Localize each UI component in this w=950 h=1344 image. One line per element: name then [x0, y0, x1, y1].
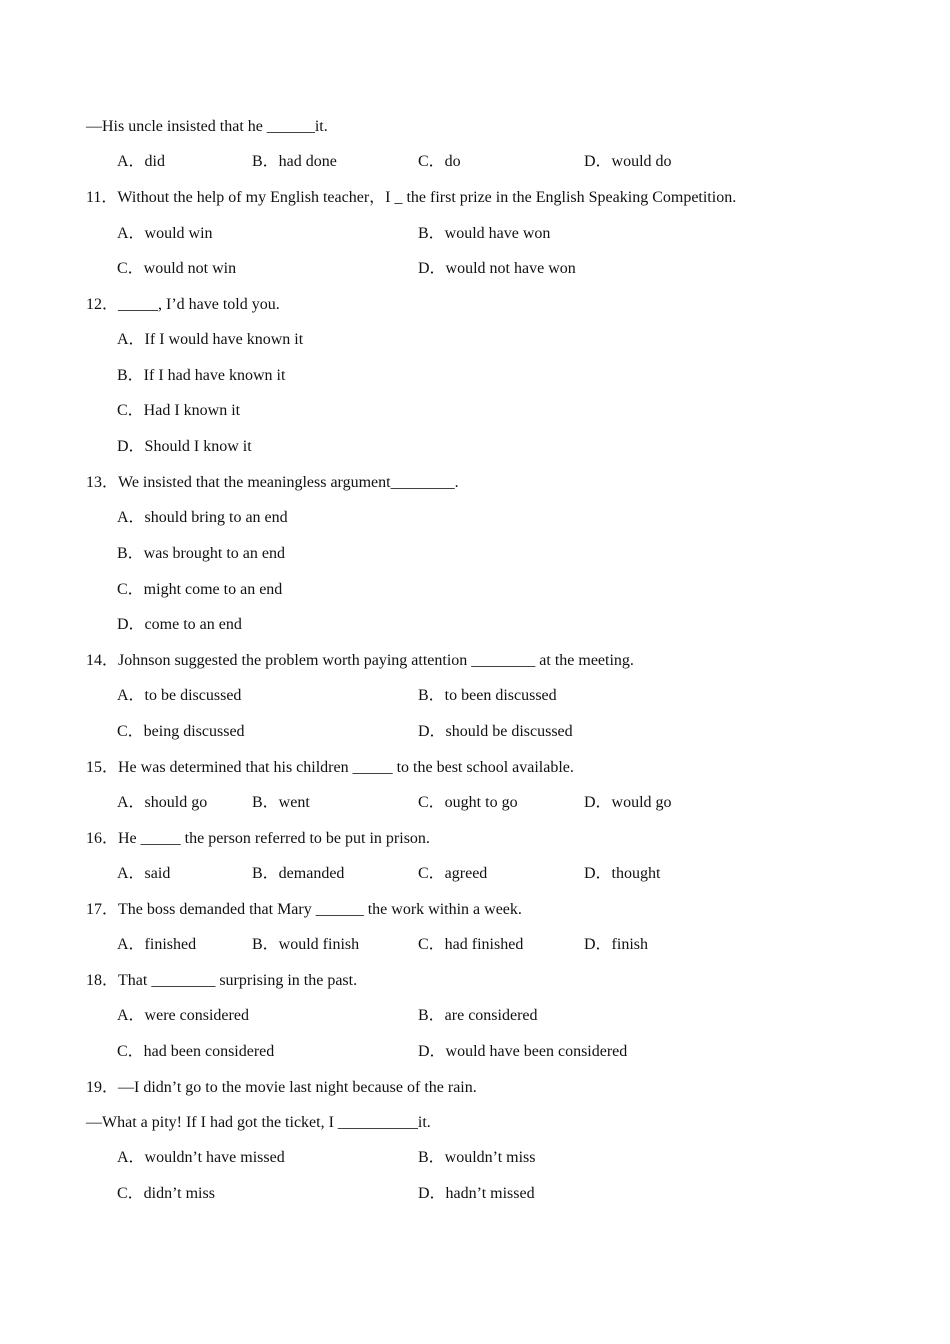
question-12-stem: 12．_____, I’d have told you.	[86, 296, 280, 313]
question-19-reply: —What a pity! If I had got the ticket, I __________it.	[86, 1114, 431, 1131]
q16-option-a: A．said	[117, 865, 171, 882]
q13-option-d: D．come to an end	[117, 616, 242, 633]
q12-option-c: C．Had I known it	[117, 402, 241, 419]
q15-option-b: B．went	[252, 794, 310, 811]
q17-option-b: B．would finish	[252, 936, 360, 953]
option-b: B．had done	[252, 153, 337, 170]
question-16-stem: 16．He _____ the person referred to be put in prison.	[86, 830, 430, 847]
question-14-stem: 14．Johnson suggested the problem worth paying attention ________ at the meeting.	[86, 652, 634, 669]
q17-option-a: A．finished	[117, 936, 197, 953]
question-15-stem: 15．He was determined that his children _____ to the best school available.	[86, 759, 574, 776]
q13-option-b: B．was brought to an end	[117, 545, 285, 562]
question-11-stem: 11．Without the help of my English teacher，I _ the first prize in the English Speaking Competition.	[86, 189, 737, 206]
option-a: A．did	[117, 153, 166, 170]
q16-option-c: C．agreed	[418, 865, 488, 882]
q11-option-b: B．would have won	[418, 225, 551, 242]
q11-option-d: D．would not have won	[418, 260, 576, 277]
prev-question-reply: —His uncle insisted that he ______it.	[86, 118, 328, 135]
q13-option-c: C．might come to an end	[117, 581, 283, 598]
q19-option-c: C．didn’t miss	[117, 1185, 215, 1202]
q17-option-d: D．finish	[584, 936, 649, 953]
q12-option-a: A．If I would have known it	[117, 331, 304, 348]
q14-option-a: A．to be discussed	[117, 687, 242, 704]
q13-option-a: A．should bring to an end	[117, 509, 288, 526]
q18-option-c: C．had been considered	[117, 1043, 275, 1060]
question-19-stem: 19．—I didn’t go to the movie last night because of the rain.	[86, 1079, 477, 1096]
q11-option-c: C．would not win	[117, 260, 237, 277]
q12-option-b: B．If I had have known it	[117, 367, 286, 384]
q18-option-b: B．are considered	[418, 1007, 538, 1024]
q14-option-b: B．to been discussed	[418, 687, 557, 704]
question-13-stem: 13．We insisted that the meaningless argument________.	[86, 474, 459, 491]
option-d: D．would do	[584, 153, 672, 170]
q19-option-a: A．wouldn’t have missed	[117, 1149, 285, 1166]
question-18-stem: 18．That ________ surprising in the past.	[86, 972, 358, 989]
q19-option-d: D．hadn’t missed	[418, 1185, 535, 1202]
q18-option-a: A．were considered	[117, 1007, 249, 1024]
q16-option-d: D．thought	[584, 865, 661, 882]
q14-option-d: D．should be discussed	[418, 723, 573, 740]
q12-option-d: D．Should I know it	[117, 438, 252, 455]
q19-option-b: B．wouldn’t miss	[418, 1149, 536, 1166]
q18-option-d: D．would have been considered	[418, 1043, 628, 1060]
q11-option-a: A．would win	[117, 225, 213, 242]
question-17-stem: 17．The boss demanded that Mary ______ the work within a week.	[86, 901, 522, 918]
option-c: C．do	[418, 153, 461, 170]
q15-option-d: D．would go	[584, 794, 672, 811]
q15-option-a: A．should go	[117, 794, 208, 811]
q16-option-b: B．demanded	[252, 865, 345, 882]
q17-option-c: C．had finished	[418, 936, 524, 953]
q14-option-c: C．being discussed	[117, 723, 245, 740]
q15-option-c: C．ought to go	[418, 794, 518, 811]
